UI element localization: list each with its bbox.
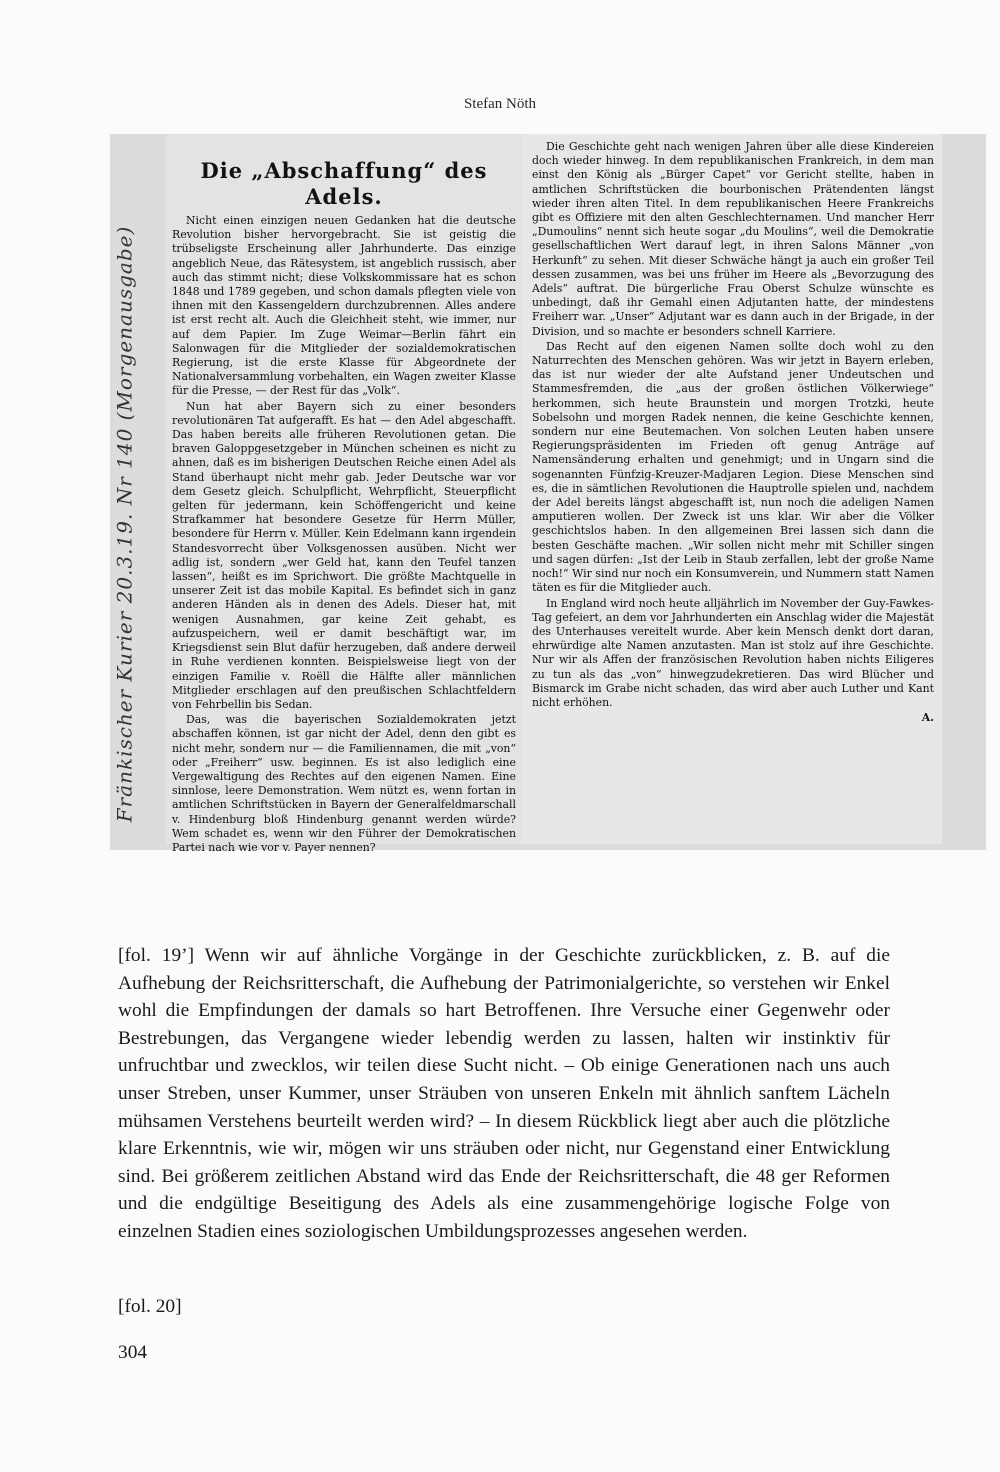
clipping-paragraph: Das, was die bayerischen Sozialdemokraten jetzt abschaffen können, ist gar nicht der Adel, denn den gibt es nicht mehr, sondern nur — die Familiennamen, die mit „von“ oder „Freiherr“ usw. beginnen. Es ist also lediglich eine Vergewaltigung des Rechtes auf den eigenen Namen. Eine sinnlose, leere Demonstration. Wem nützt es, wenn fortan in amtlichen Schriftstücken in Bayern der Generalfeldmarschall v. Hindenburg bloß Hindenburg genannt werden würde? Wem schadet es, wenn wir den Führer der Demokratischen Partei nach wie vor v. Payer nennen?: [172, 713, 516, 854]
body-paragraph: [fol. 19’] Wenn wir auf ähnliche Vorgänge in der Geschichte zurückblicken, z. B. auf die Aufhebung der Reichsritterschaft, die Aufhebung der Patrimonialgerichte, so verstehen wir Enkel wohl die Empfindungen der damals so hart Betroffenen. Ihre Versuche einer Gegenwehr oder Bestrebungen, das Vergangene wieder lebendig werden zu lassen, halten wir instinktiv für unfruchtbar und zwecklos, wir teilen diese Sucht nicht. – Ob einige Generationen nach uns auch unser Streben, unser Kummer, unser Sträuben von unseren Enkeln mit ähnlich sanftem Lächeln mühsamen Verstehens beurteilt werden wird? – In diesem Rückblick liegt aber auch die plötzliche klare Erkenntnis, wie wir, mögen wir uns sträuben oder nicht, nur Gegenstand einer Entwicklung sind. Bei größerem zeitlichen Abstand wird das Ende der Reichsritterschaft, die 48 ger Reformen und die endgültige Beseitigung des Adels als eine zusammengehörige logische Folge von einzelnen Stadien eines soziologischen Umbildungsprozesses angesehen werden.: [118, 945, 890, 1242]
clipping-paragraph: Die Geschichte geht nach wenigen Jahren über alle diese Kindereien doch wieder hinweg. In dem republikanischen Frankreich, in dem man einst den König als „Bürger Capet“ vor Gericht stellte, haben in amtlichen Schriftstücken die bourbonischen Prätendenten längst wieder ihren alten Titel. In dem republikanischen Heere Frankreichs gibt es Offiziere mit den alten Geschlechternamen. Und mancher Herr „Dumoulins“ nennt sich heute sogar „du Moulins“, weil die Demokratie gesellschaftlichen Wert darauf legt, in ihren Salons Männer „von Herkunft“ zu sehen. Mit dieser Schwäche hängt ja auch ein großer Teil dessen zusammen, was bei uns früher im Heere als „Bevorzugung des Adels“ auftrat. Die bürgerliche Frau Oberst Schulze wünschte es unbedingt, daß ihr Gemahl einen Adjutanten hatte, der mindestens Freiherr war. „Unser“ Adjutant war es dann auch in der Brigade, in der Division, und so machte er besonders schnell Karriere.: [532, 140, 934, 338]
body-text: [118, 942, 890, 1246]
running-header: Stefan Nöth: [463, 96, 537, 112]
clipping-headline: Die „Abschaffung“ des Adels.: [200, 158, 488, 209]
page-number: 304: [118, 1342, 148, 1363]
clipping-left-column: [166, 134, 524, 854]
handwritten-annotation-text: Fränkischer Kurier 20.3.19. Nr 140 (Morgenausgabe): [112, 225, 136, 823]
newspaper-clipping: [110, 134, 986, 854]
clipping-paragraph: In England wird noch heute alljährlich im November der Guy-Fawkes-Tag gefeiert, an dem vor Jahrhunderten ein Anschlag wider die Majestät des Unterhauses vereitelt wurde. Aber kein Mensch denkt dort daran, ehrwürdige alte Namen anzutasten. Man ist stolz auf ihre Geschichte. Nur wir als Affen der französischen Revolution haben nichts Eiligeres zu tun als das „von“ hinwegzudekretieren. Das wird Blücher und Bismarck im Grabe nicht schaden, das wird aber auch Luther und Kant nicht erhöhen.: [532, 596, 934, 709]
folio-marker: [fol. 20]: [118, 1296, 182, 1317]
clipping-paragraph: Das Recht auf den eigenen Namen sollte doch wohl zu den Naturrechten des Menschen gehören. Was wir jetzt in Bayern erleben, das ist nur wieder der alte Aufstand jener Undeutschen und Stammesfremden, die „aus der großen östlichen Völkerwiege“ herkommen, sich heute Braunstein und morgen Trotzki, heute Sobelsohn und morgen Radek nennen, die keine Geschichte kennen, sondern nur eine Beutemachen. Von solchen Leuten haben unsere Regierungspräsidenten im Frieden oft genug Anträge auf Namensänderung erhalten und genehmigt; und in Ungarn sind die sogenannten Fünfzig-Kreuzer-Madjaren Legion. Diese Menschen sind es, die in sämtlichen Revolutionen die Hauptrolle spielen und, nachdem der Adel bereits längst abgeschafft ist, nun noch die adeligen Namen amputieren wollen. Der Zweck ist uns klar. Wir aber die Völker geschichtslos haben. In den allgemeinen Brei lassen sich dann die besten Geschäfte machen. „Wir sollen nicht mehr mit Schiller singen und sagen dürfen: „Ist der Leib in Staub zerfallen, lebt der große Name noch!“ Wir sind nur noch ein Konsumverein, und Nummern statt Namen täten es für die Mitglieder auch.: [532, 339, 934, 595]
clipping-signature: A.: [921, 711, 934, 725]
clipping-paragraph: Nicht einen einzigen neuen Gedanken hat die deutsche Revolution bisher hervorgebracht. Sie ist geistig die trübseligste Erscheinung aller Jahrhunderte. Das einzige angeblich Neue, das Rätesystem, ist angeblich russisch, aber auch das stimmt nicht; diese Volkskommissare hat es schon 1848 und 1789 gegeben, und schon damals pflegten viele von ihnen mit den Kassengeldern durchzubrennen. Alles andere ist erst recht alt. Auch die Gleichheit steht, wie immer, nur auf dem Papier. Im Zuge Weimar—Berlin fährt ein Salonwagen für die Mitglieder der sozialdemokratischen Regierung, ist die erste Klasse für Abgeordnete der Nationalversammlung vorbehalten, ein Wagen zweiter Klasse für die Presse, — der Rest für das „Volk“.: [172, 214, 516, 398]
handwritten-annotation: [104, 204, 144, 844]
clipping-right-column: [522, 134, 942, 844]
clipping-paragraph: Nun hat aber Bayern sich zu einer besonders revolutionären Tat aufgerafft. Es hat — den Adel abgeschafft. Das haben bereits alle früheren Revolutionen getan. Die braven Galoppgesetzgeber in München scheinen es nicht zu ahnen, daß es im bisherigen Deutschen Reiche einen Adel als Stand überhaupt nicht mehr gab. Jeder Deutsche war vor dem Gesetz gleich. Schulpflicht, Wehrpflicht, Steuerpflicht gelten für jedermann, kein Schöffengericht und keine Strafkammer hat besondere Gesetze für Herrn Müller, besondere für Herrn v. Müller. Kein Edelmann kann irgendein Standesvorrecht über Volksgenossen ausüben. Nicht wer adlig ist, sondern „wer Geld hat, kann den Teufel tanzen lassen“, heißt es im Sprichwort. Die größte Machtquelle in unserer Zeit ist das mobile Kapital. Es befindet sich in ganz anderen Händen als in denen des Adels. Dieser hat, mit wenigen Ausnahmen, gar keine Zeit gehabt, es aufzuspeichern, weil er damit beschäftigt war, im Kriegsdienst sein Blut dafür herzugeben, daß andere derweil in Ruhe verdienen konnten. Beispielsweise liegt von der einzigen Familie v. Roëll die Hälfte aller männlichen Mitglieder erschlagen auf den preußischen Schlachtfeldern von Fehrbellin bis Sedan.: [172, 399, 516, 711]
